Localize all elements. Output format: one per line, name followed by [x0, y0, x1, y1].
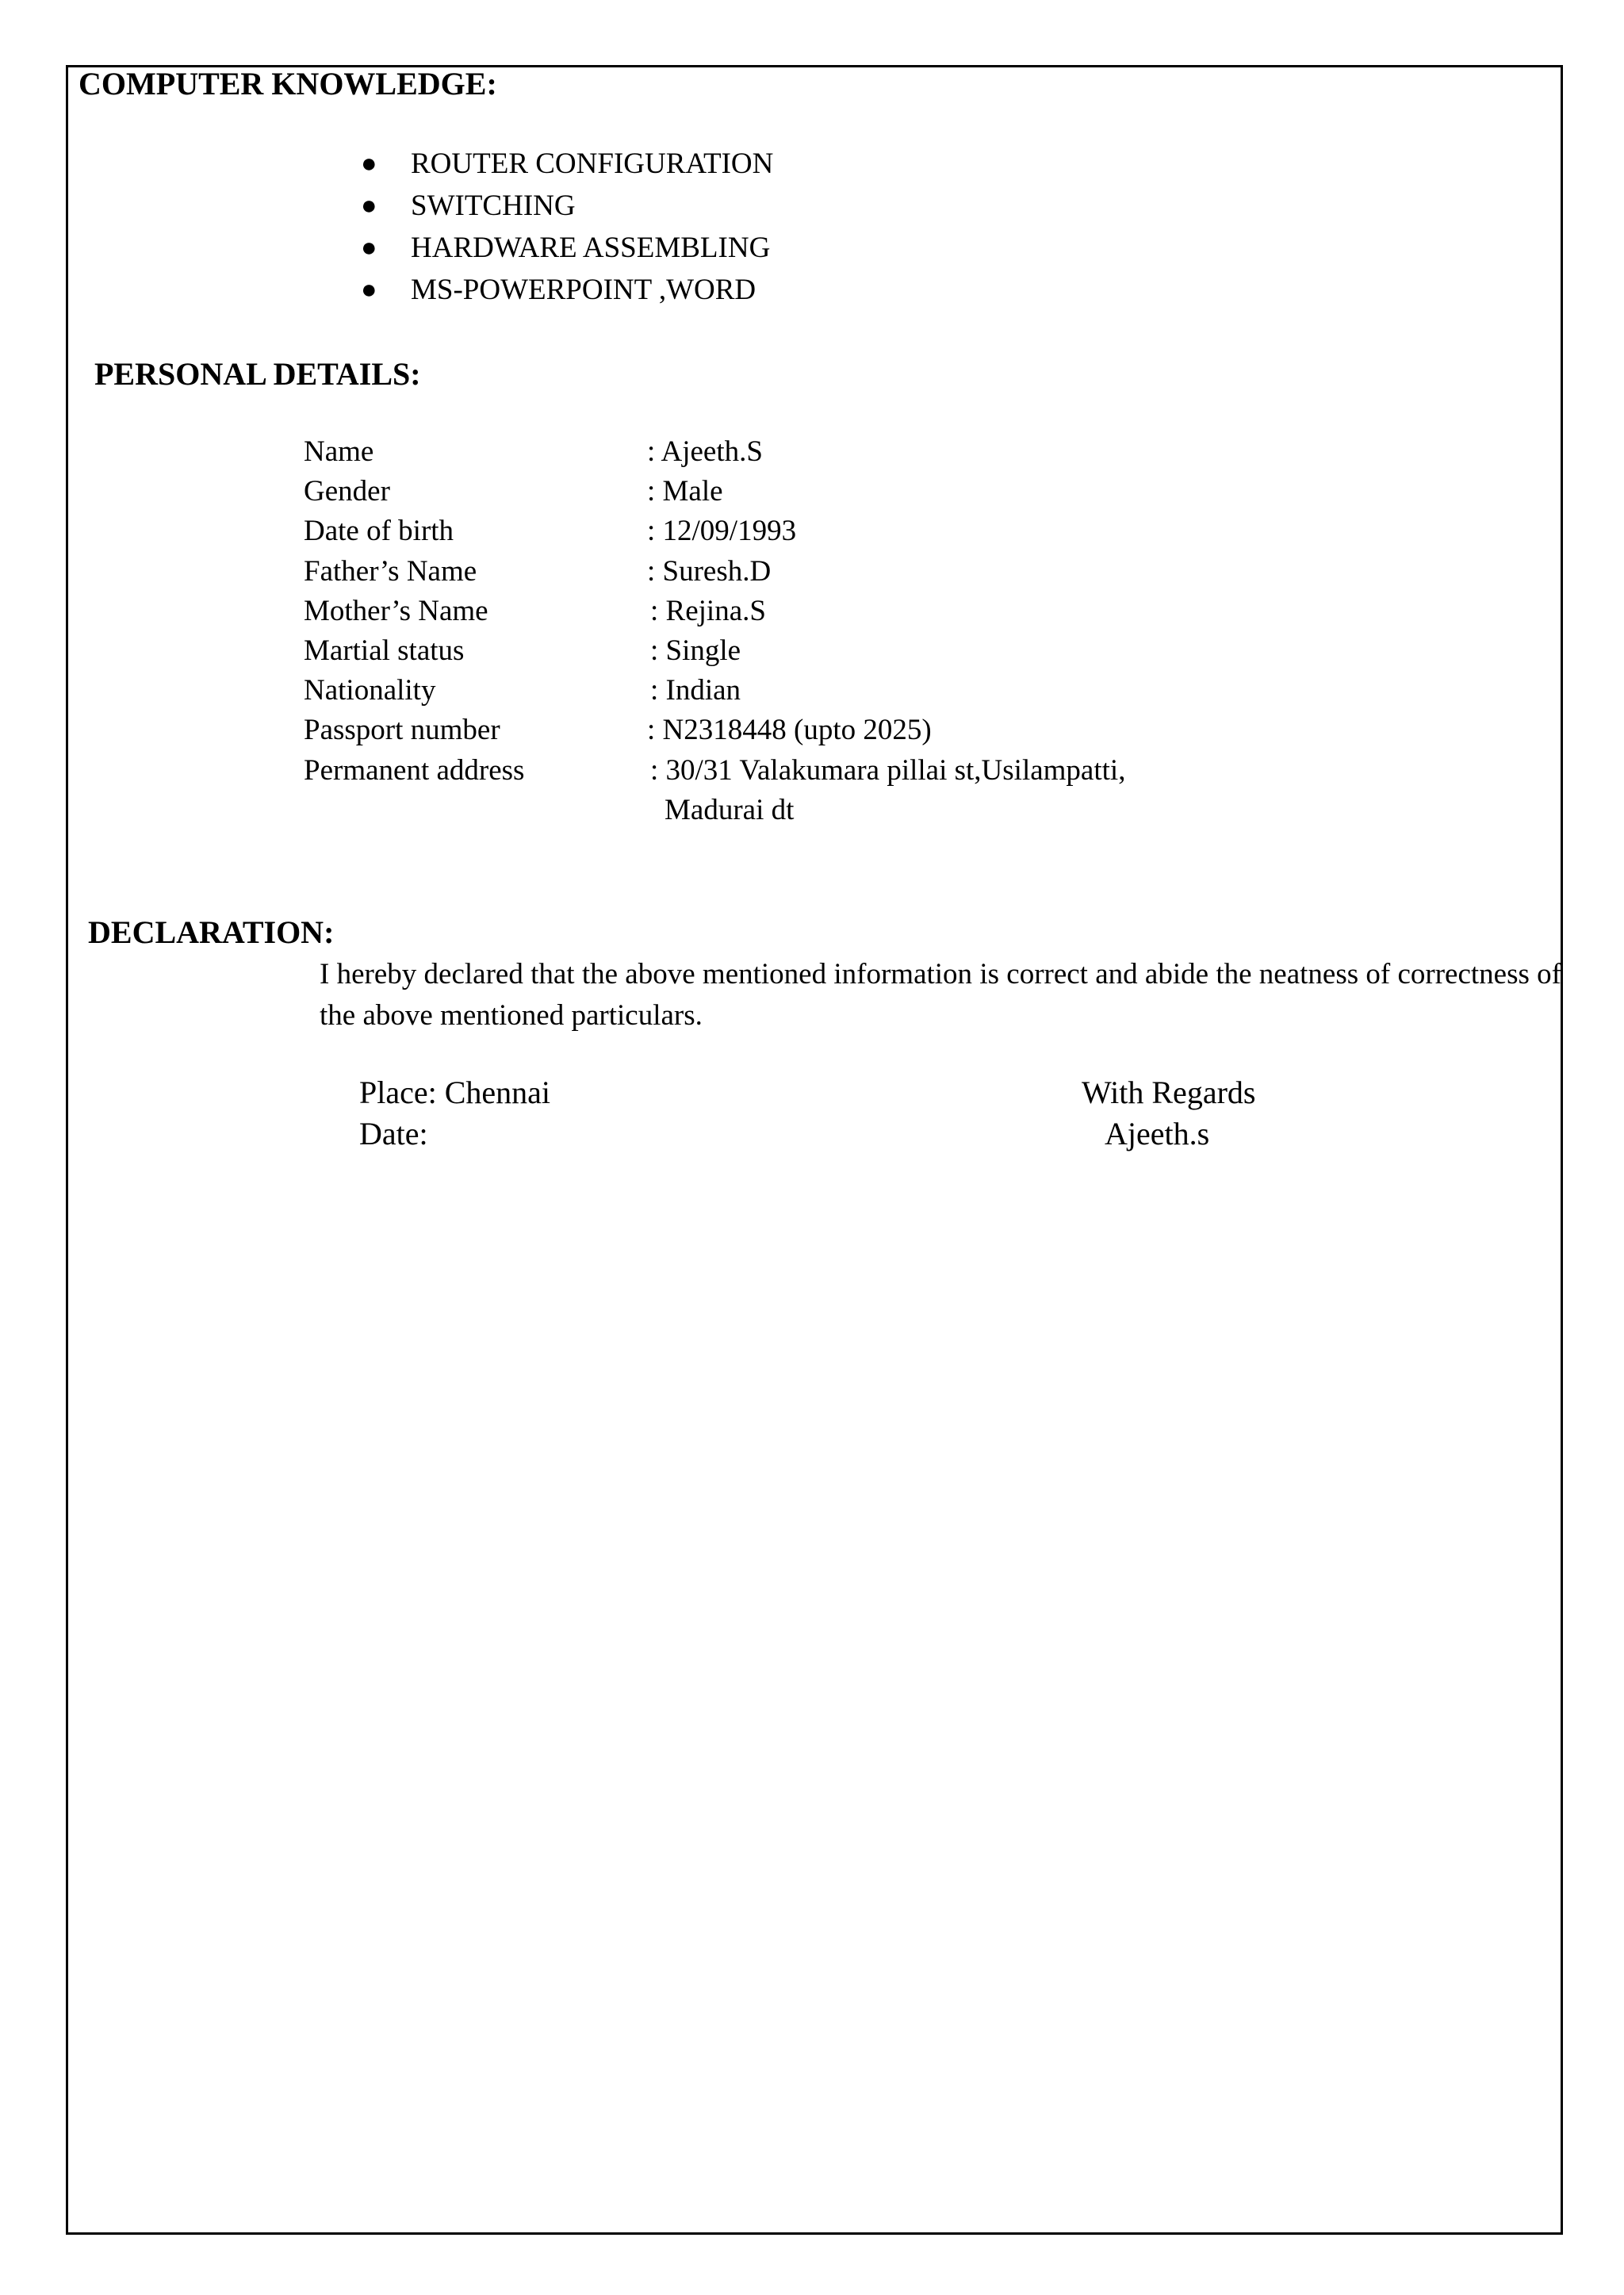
detail-value: : Ajeeth.S: [647, 435, 763, 468]
detail-value-continued: Madurai dt: [665, 793, 795, 826]
list-item: [361, 227, 773, 269]
detail-value: : 30/31 Valakumara pillai st,Usilampatti,: [650, 753, 1126, 787]
skill-label: MS-POWERPOINT ,WORD: [411, 274, 756, 306]
detail-label: Mother’s Name: [304, 594, 488, 627]
place-label: Place: Chennai: [359, 1075, 551, 1110]
list-item: [361, 143, 773, 185]
bullet-icon: ●: [361, 191, 377, 220]
detail-label: Permanent address: [304, 753, 525, 787]
detail-value: : Indian: [650, 674, 741, 707]
personal-details-heading: PERSONAL DETAILS:: [94, 356, 421, 392]
bullet-icon: ●: [361, 275, 377, 305]
detail-label: Passport number: [304, 714, 500, 747]
detail-label: Father’s Name: [304, 554, 477, 588]
declaration-text: I hereby declared that the above mentioned information is correct and abide the neatness of correctness of the above mentioned particulars.: [320, 958, 1561, 1032]
list-item: [361, 269, 773, 311]
bullet-icon: ●: [361, 233, 377, 262]
skill-label: SWITCHING: [411, 190, 576, 222]
list-item: [361, 185, 773, 227]
signature-name: Ajeeth.s: [1105, 1116, 1210, 1151]
detail-label: Martial status: [304, 634, 465, 667]
detail-value: : Male: [647, 475, 723, 508]
regards-label: With Regards: [1082, 1075, 1256, 1110]
skills-list: [361, 143, 773, 311]
computer-knowledge-heading: COMPUTER KNOWLEDGE:: [79, 66, 497, 102]
date-label: Date:: [359, 1116, 428, 1151]
detail-value: : Single: [650, 634, 741, 667]
skill-label: ROUTER CONFIGURATION: [411, 148, 774, 180]
detail-label: Date of birth: [304, 515, 454, 548]
detail-value: : Suresh.D: [647, 554, 772, 588]
declaration-heading: DECLARATION:: [88, 914, 335, 950]
detail-value: : 12/09/1993: [647, 515, 797, 548]
detail-value: : N2318448 (upto 2025): [647, 714, 932, 747]
detail-label: Nationality: [304, 674, 436, 707]
detail-label: Gender: [304, 475, 390, 508]
detail-label: Name: [304, 435, 374, 468]
skill-label: HARDWARE ASSEMBLING: [411, 232, 771, 264]
bullet-icon: ●: [361, 149, 377, 178]
detail-value: : Rejina.S: [650, 594, 766, 627]
